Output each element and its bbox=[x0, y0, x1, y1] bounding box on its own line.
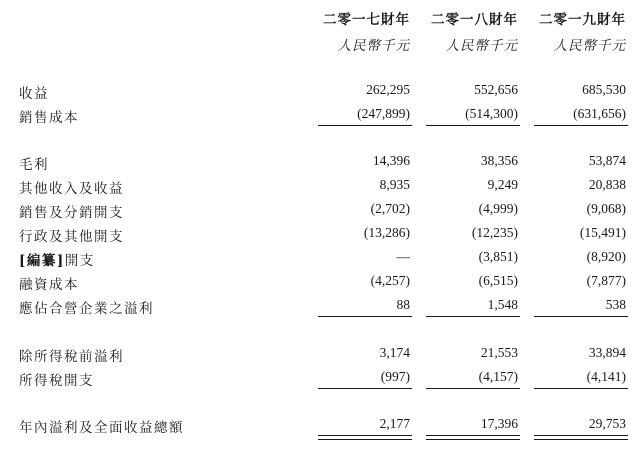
cell-admin-expenses-fy2019: (15,491) bbox=[579, 225, 626, 240]
cell-selling-expenses-fy2019: (9,068) bbox=[586, 201, 626, 216]
row-label-revenue: 收益 bbox=[19, 86, 49, 102]
cell-cost-of-sales-fy2018: (514,300) bbox=[465, 106, 518, 121]
row-label-gross-profit: 毛利 bbox=[19, 157, 49, 173]
cell-gross-profit-fy2018: 38,356 bbox=[480, 153, 518, 168]
cell-revenue-fy2019: 685,530 bbox=[582, 82, 626, 97]
cell-redacted-expenses-fy2017: — bbox=[396, 249, 410, 264]
cell-income-tax-fy2017: (997) bbox=[380, 369, 410, 384]
subtotal-rule-3-fy2018 bbox=[426, 388, 520, 389]
cell-admin-expenses-fy2017: (13,286) bbox=[363, 225, 410, 240]
cell-total-comprehensive-income-fy2017: 2,177 bbox=[379, 416, 410, 431]
total-double-rule-top-fy2018 bbox=[426, 435, 520, 436]
cell-admin-expenses-fy2018: (12,235) bbox=[471, 225, 518, 240]
cell-finance-costs-fy2019: (7,877) bbox=[586, 273, 626, 288]
row-label-other-income: 其他收入及收益 bbox=[19, 181, 124, 197]
row-label-cost-of-sales: 銷售成本 bbox=[19, 110, 79, 126]
row-label-profit-before-tax: 除所得稅前溢利 bbox=[19, 349, 124, 365]
cell-redacted-expenses-fy2018: (3,851) bbox=[478, 249, 518, 264]
row-label-redacted-expenses bbox=[19, 249, 95, 269]
row-label-income-tax: 所得稅開支 bbox=[19, 373, 94, 389]
subtotal-rule-fy2019 bbox=[534, 125, 628, 126]
total-double-rule-bottom-fy2018 bbox=[426, 439, 520, 440]
cell-revenue-fy2017: 262,295 bbox=[366, 82, 410, 97]
column-unit-fy2017: 人民幣千元 bbox=[337, 38, 410, 54]
subtotal-rule-2-fy2017 bbox=[318, 316, 412, 317]
cell-share-of-jv-profit-fy2018: 1,548 bbox=[487, 297, 518, 312]
cell-gross-profit-fy2017: 14,396 bbox=[372, 153, 410, 168]
subtotal-rule-2-fy2019 bbox=[534, 316, 628, 317]
cell-selling-expenses-fy2018: (4,999) bbox=[478, 201, 518, 216]
cell-income-tax-fy2019: (4,141) bbox=[586, 369, 626, 384]
cell-income-tax-fy2018: (4,157) bbox=[478, 369, 518, 384]
subtotal-rule-3-fy2017 bbox=[318, 388, 412, 389]
cell-share-of-jv-profit-fy2019: 538 bbox=[605, 297, 626, 312]
redacted-expenses-suffix: 開支 bbox=[64, 253, 95, 269]
cell-profit-before-tax-fy2017: 3,174 bbox=[379, 345, 410, 360]
column-header-fy2017: 二零一七財年 bbox=[323, 12, 410, 28]
row-label-finance-costs: 融資成本 bbox=[19, 277, 79, 293]
cell-finance-costs-fy2018: (6,515) bbox=[478, 273, 518, 288]
row-label-admin-expenses: 行政及其他開支 bbox=[19, 229, 124, 245]
cell-other-income-fy2018: 9,249 bbox=[487, 177, 518, 192]
row-label-total-comprehensive-income: 年內溢利及全面收益總額 bbox=[19, 420, 184, 436]
subtotal-rule-fy2017 bbox=[318, 125, 412, 126]
cell-redacted-expenses-fy2019: (8,920) bbox=[586, 249, 626, 264]
cell-other-income-fy2017: 8,935 bbox=[379, 177, 410, 192]
subtotal-rule-fy2018 bbox=[426, 125, 520, 126]
row-label-selling-expenses: 銷售及分銷開支 bbox=[19, 205, 124, 221]
column-header-fy2018: 二零一八財年 bbox=[431, 12, 518, 28]
cell-total-comprehensive-income-fy2019: 29,753 bbox=[588, 416, 626, 431]
cell-revenue-fy2018: 552,656 bbox=[474, 82, 518, 97]
total-double-rule-top-fy2019 bbox=[534, 435, 628, 436]
cell-selling-expenses-fy2017: (2,702) bbox=[370, 201, 410, 216]
subtotal-rule-2-fy2018 bbox=[426, 316, 520, 317]
cell-share-of-jv-profit-fy2017: 88 bbox=[396, 297, 410, 312]
column-unit-fy2018: 人民幣千元 bbox=[445, 38, 518, 54]
subtotal-rule-3-fy2019 bbox=[534, 388, 628, 389]
cell-gross-profit-fy2019: 53,874 bbox=[588, 153, 626, 168]
cell-profit-before-tax-fy2019: 33,894 bbox=[588, 345, 626, 360]
cell-profit-before-tax-fy2018: 21,553 bbox=[480, 345, 518, 360]
column-header-fy2019: 二零一九財年 bbox=[539, 12, 626, 28]
total-double-rule-bottom-fy2019 bbox=[534, 439, 628, 440]
cell-other-income-fy2019: 20,838 bbox=[588, 177, 626, 192]
row-label-share-of-jv-profit: 應佔合營企業之溢利 bbox=[19, 301, 154, 317]
total-double-rule-bottom-fy2017 bbox=[318, 439, 412, 440]
cell-cost-of-sales-fy2019: (631,656) bbox=[573, 106, 626, 121]
cell-cost-of-sales-fy2017: (247,899) bbox=[357, 106, 410, 121]
column-unit-fy2019: 人民幣千元 bbox=[553, 38, 626, 54]
redacted-marker: [編纂] bbox=[19, 253, 65, 269]
cell-total-comprehensive-income-fy2018: 17,396 bbox=[480, 416, 518, 431]
total-double-rule-top-fy2017 bbox=[318, 435, 412, 436]
cell-finance-costs-fy2017: (4,257) bbox=[370, 273, 410, 288]
